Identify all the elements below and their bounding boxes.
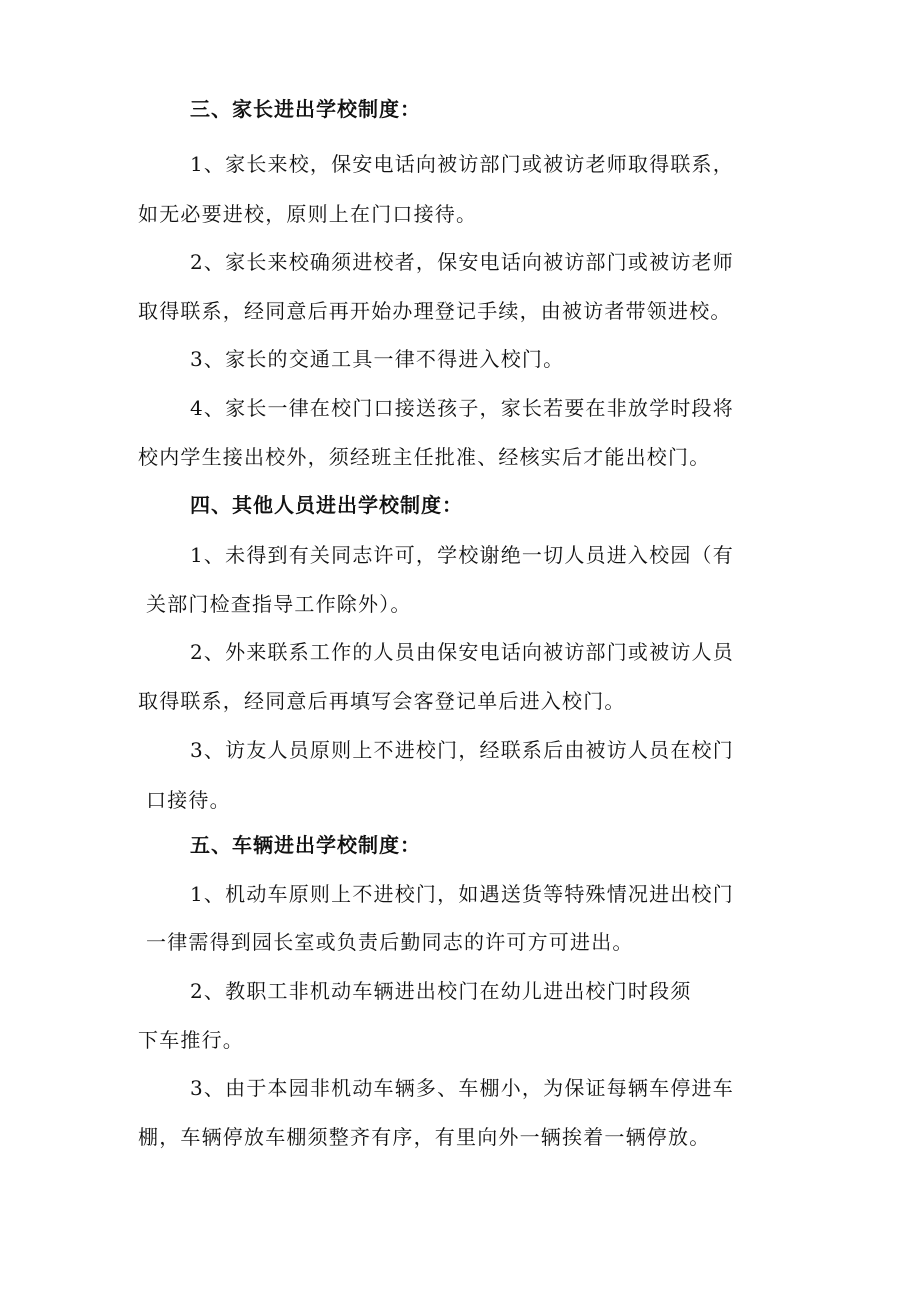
paragraph-line: 2、教职工非机动车辆进出校门在幼儿进出校门时段须 <box>190 979 692 1003</box>
paragraph-line: 校内学生接出校外，须经班主任批准、经核实后才能出校门。 <box>138 445 711 469</box>
paragraph-line: 口接待。 <box>146 788 231 812</box>
paragraph-line: 关部门检查指导工作除外）。 <box>146 592 412 616</box>
paragraph-line: 取得联系，经同意后再开始办理登记手续，由被访者带领进校。 <box>138 299 732 323</box>
paragraph-line: 4、家长一律在校门口接送孩子，家长若要在非放学时段将 <box>190 396 734 420</box>
paragraph-line: 一律需得到园长室或负责后勤同志的许可方可进出。 <box>146 930 634 954</box>
paragraph-line: 2、家长来校确须进校者，保安电话向被访部门或被访老师 <box>190 250 734 274</box>
section-heading-others: 四、其他人员进出学校制度： <box>190 493 463 517</box>
paragraph-line: 3、由于本园非机动车辆多、车棚小，为保证每辆车停进车 <box>190 1076 734 1100</box>
paragraph-line: 如无必要进校，原则上在门口接待。 <box>138 202 478 226</box>
paragraph-line: 1、未得到有关同志许可，学校谢绝一切人员进入校园（有 <box>190 543 734 567</box>
section-heading-parents: 三、家长进出学校制度： <box>190 97 421 121</box>
paragraph-line: 3、访友人员原则上不进校门，经联系后由被访人员在校门 <box>190 738 734 762</box>
paragraph-line: 2、外来联系工作的人员由保安电话向被访部门或被访人员 <box>190 640 734 664</box>
paragraph-line: 1、机动车原则上不进校门，如遇送货等特殊情况进出校门 <box>190 882 734 906</box>
paragraph-line: 下车推行。 <box>138 1028 244 1052</box>
paragraph-line: 棚，车辆停放车棚须整齐有序，有里向外一辆挨着一辆停放。 <box>138 1125 711 1149</box>
section-heading-vehicles: 五、车辆进出学校制度： <box>190 833 421 857</box>
paragraph-line: 3、家长的交通工具一律不得进入校门。 <box>190 347 565 371</box>
paragraph-line: 1、家长来校，保安电话向被访部门或被访老师取得联系， <box>190 152 734 176</box>
paragraph-line: 取得联系，经同意后再填写会客登记单后进入校门。 <box>138 689 626 713</box>
